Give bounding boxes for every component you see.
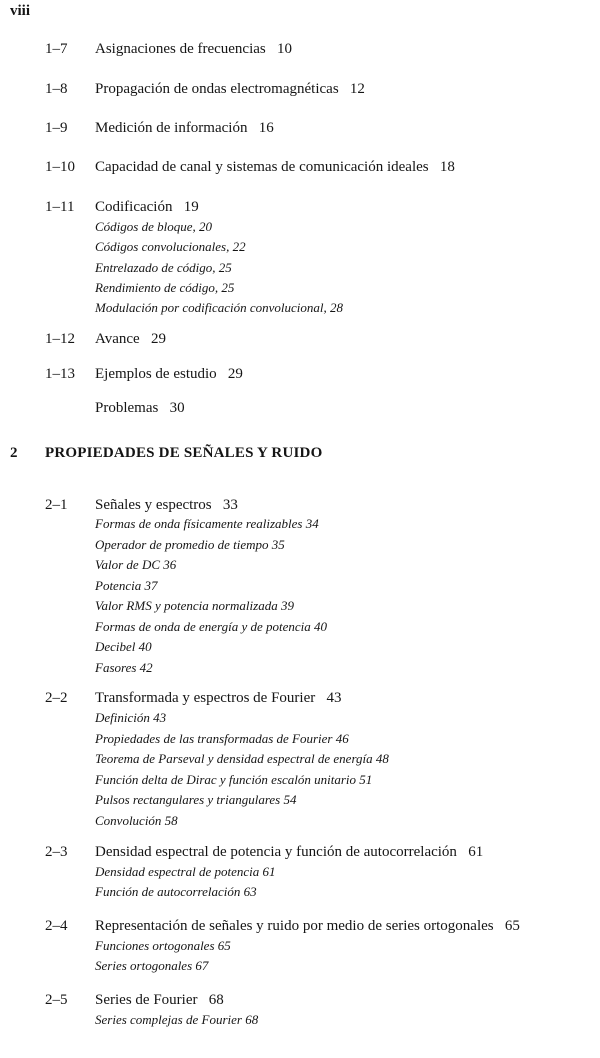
- section-title-text: Transformada y espectros de Fourier: [95, 690, 316, 706]
- section-page: 10: [277, 41, 293, 57]
- section-title: [95, 918, 520, 935]
- section-number: 1–8: [45, 81, 68, 97]
- section-title: [95, 41, 292, 58]
- section-title: [95, 120, 274, 137]
- section-title-text: Medición de información: [95, 120, 248, 136]
- subsection: Teorema de Parseval y densidad espectral de energía 48: [95, 751, 389, 766]
- section-title-text: Asignaciones de frecuencias: [95, 41, 266, 57]
- subsection: Modulación por codificación convolucional, 28: [95, 300, 344, 315]
- subsection: Función delta de Dirac y función escalón unitario 51: [95, 772, 373, 787]
- section-page: 68: [208, 992, 224, 1008]
- subsection: Entrelazado de código, 25: [95, 260, 232, 275]
- subsection: Series ortogonales 67: [95, 958, 209, 973]
- section-page: 19: [183, 199, 199, 215]
- section-title: [95, 497, 238, 514]
- section-number: 1–10: [45, 159, 75, 175]
- section-page: 30: [169, 400, 185, 416]
- subsection: Potencia 37: [95, 578, 158, 593]
- subsection: Valor RMS y potencia normalizada 39: [95, 598, 294, 613]
- section-title: [95, 366, 243, 383]
- section-page: 12: [349, 81, 365, 97]
- section-number: 2–5: [45, 992, 68, 1008]
- section-title: [95, 331, 166, 348]
- subsection: Series complejas de Fourier 68: [95, 1012, 259, 1027]
- section-title: [95, 992, 224, 1009]
- section-page: 65: [504, 918, 520, 934]
- section-title-text: Codificación: [95, 199, 173, 215]
- section-page: 18: [439, 159, 455, 175]
- section-title: [95, 199, 199, 216]
- section-page: 61: [468, 844, 484, 860]
- subsection: Operador de promedio de tiempo 35: [95, 537, 285, 552]
- section-title-text: Propagación de ondas electromagnéticas: [95, 81, 339, 97]
- subsection: Decibel 40: [95, 639, 152, 654]
- subsection: Funciones ortogonales 65: [95, 938, 231, 953]
- section-title: [95, 690, 341, 707]
- section-title-text: Series de Fourier: [95, 992, 198, 1008]
- section-number: 2–4: [45, 918, 68, 934]
- subsection: Códigos de bloque, 20: [95, 219, 212, 234]
- chapter-title: PROPIEDADES DE SEÑALES Y RUIDO: [45, 445, 323, 461]
- subsection: Densidad espectral de potencia 61: [95, 864, 276, 879]
- section-title: [95, 81, 365, 98]
- subsection: Formas de onda físicamente realizables 34: [95, 516, 319, 531]
- subsection: Formas de onda de energía y de potencia 40: [95, 619, 328, 634]
- subsection: Rendimiento de código, 25: [95, 280, 235, 295]
- subsection: Códigos convolucionales, 22: [95, 239, 246, 254]
- section-title-text: Problemas: [95, 400, 159, 416]
- page-number: viii: [10, 3, 31, 19]
- section-number: 1–13: [45, 366, 75, 382]
- section-number: 1–9: [45, 120, 68, 136]
- section-page: 29: [227, 366, 243, 382]
- section-title-text: Densidad espectral de potencia y función de autocorrelación: [95, 844, 457, 860]
- section-page: 16: [258, 120, 274, 136]
- section-title-text: Representación de señales y ruido por medio de series ortogonales: [95, 918, 494, 934]
- section-number: 2–2: [45, 690, 68, 706]
- section-page: 43: [326, 690, 342, 706]
- section-title: [95, 400, 185, 417]
- subsection: Convolución 58: [95, 813, 178, 828]
- section-title-text: Avance: [95, 331, 140, 347]
- subsection: Función de autocorrelación 63: [95, 884, 257, 899]
- section-number: 2–3: [45, 844, 68, 860]
- section-title-text: Señales y espectros: [95, 497, 212, 513]
- section-page: 33: [222, 497, 238, 513]
- section-title: [95, 159, 455, 176]
- section-title-text: Ejemplos de estudio: [95, 366, 217, 382]
- subsection: Propiedades de las transformadas de Fourier 46: [95, 731, 349, 746]
- section-number: 2–1: [45, 497, 68, 513]
- section-number: 1–7: [45, 41, 68, 57]
- section-page: 29: [150, 331, 166, 347]
- chapter-number: 2: [10, 445, 18, 461]
- subsection: Valor de DC 36: [95, 557, 177, 572]
- section-number: 1–11: [45, 199, 75, 215]
- subsection: Fasores 42: [95, 660, 153, 675]
- subsection: Pulsos rectangulares y triangulares 54: [95, 792, 297, 807]
- section-title-text: Capacidad de canal y sistemas de comunicación ideales: [95, 159, 429, 175]
- section-number: 1–12: [45, 331, 75, 347]
- section-title: [95, 844, 483, 861]
- subsection: Definición 43: [95, 710, 167, 725]
